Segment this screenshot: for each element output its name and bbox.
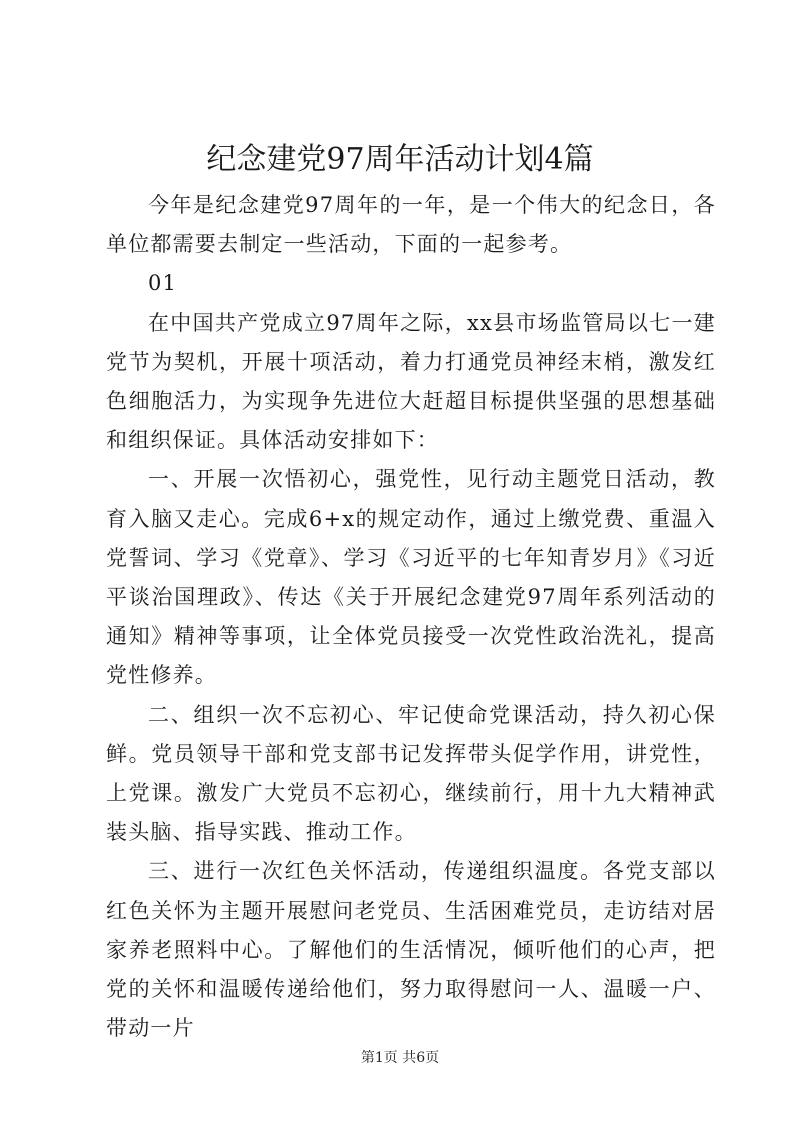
paragraph-item-2: 二、组织一次不忘初心、牢记使命党课活动，持久初心保鲜。党员领导干部和党支部书记发挥带头促学作用，讲党性，上党课。激发广大党员不忘初心，继续前行，用十九大精神武装头脑、指导实践、推动工作。 <box>106 702 716 845</box>
document-title: 纪念建党97周年活动计划4篇 <box>206 142 594 177</box>
paragraph-overview: 在中国共产党成立97周年之际，xx县市场监管局以七一建党节为契机，开展十项活动，着力打通党员神经末梢，激发红色细胞活力，为实现争先进位大赶超目标提供坚强的思想基础和组织保证。具体活动安排如下： <box>106 310 716 453</box>
page-footer: 第1页 共6页 <box>360 1050 440 1066</box>
paragraph-intro: 今年是纪念建党97周年的一年，是一个伟大的纪念日，各单位都需要去制定一些活动，下面的一起参考。 <box>106 193 716 257</box>
paragraph-section-number: 01 <box>148 271 178 296</box>
document-body <box>106 186 716 1048</box>
paragraph-item-1: 一、开展一次悟初心，强党性，见行动主题党日活动，教育入脑又走心。完成6+x的规定动作，通过上缴党费、重温入党誓词、学习《党章》、学习《习近平的七年知青岁月》《习近平谈治国理政》、传达《关于开展纪念建党97周年系列活动的通知》精神等事项，让全体党员接受一次党性政治洗礼，提高党性修养。 <box>106 467 716 688</box>
paragraph-item-3: 三、进行一次红色关怀活动，传递组织温度。各党支部以红色关怀为主题开展慰问老党员、生活困难党员，走访结对居家养老照料中心。了解他们的生活情况，倾听他们的心声，把党的关怀和温暖传递给他们，努力取得慰问一人、温暖一户、带动一片 <box>106 859 716 1041</box>
